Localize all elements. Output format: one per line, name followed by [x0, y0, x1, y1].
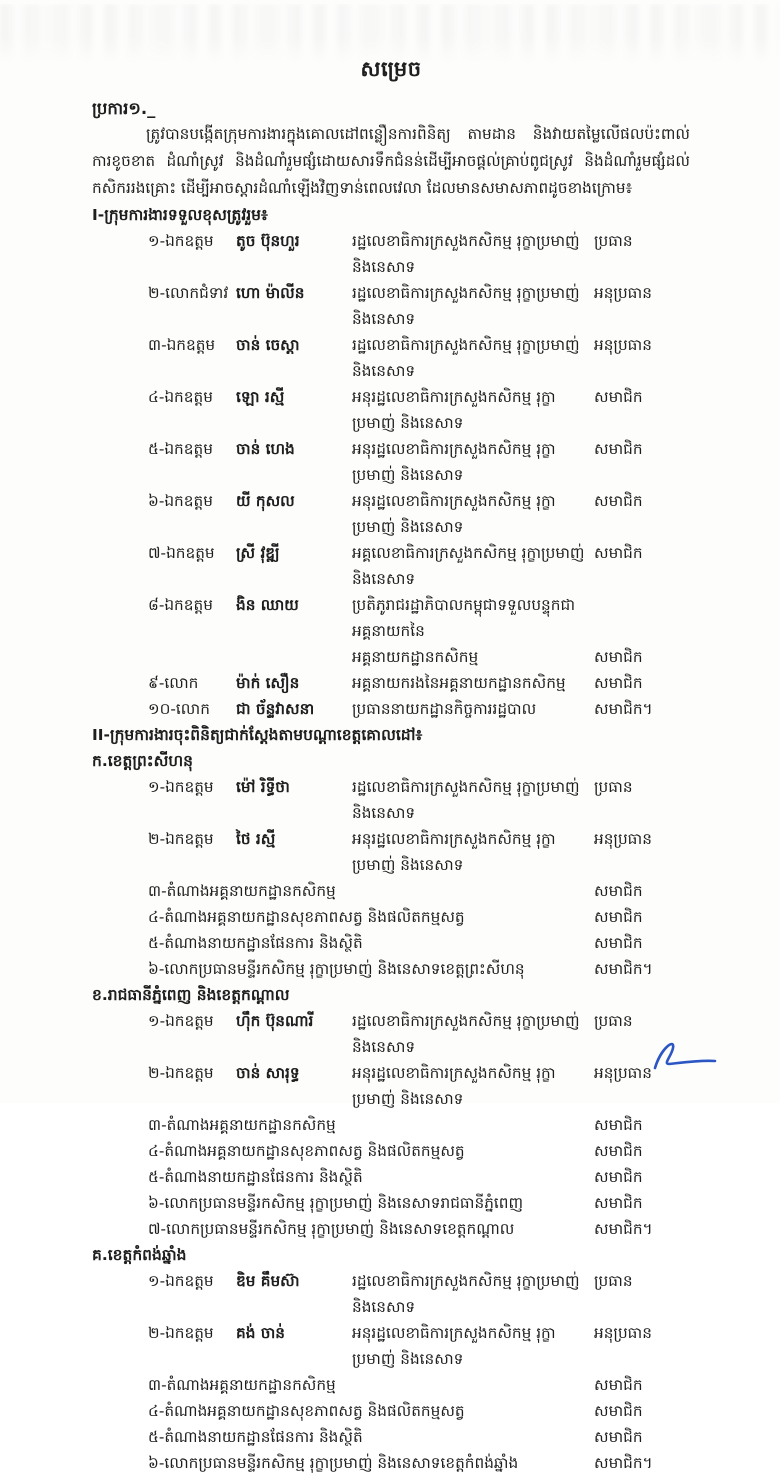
row-text: ៦-លោកប្រធានមន្ទីរកសិកម្ម រុក្ខាប្រមាញ់ និងនេសាទខេត្តព្រះសីហនុ [148, 960, 525, 978]
scan-bleedthrough-artifact [0, 4, 780, 64]
member-name: ម៉ាក់ សឿន [236, 674, 300, 692]
group-heading: គ.ខេត្តកំពង់ឆ្នាំង [92, 1246, 187, 1264]
member-name: ឡោ រស្មី [236, 388, 285, 406]
member-role: រដ្ឋលេខាធិការក្រសួងកសិកម្ម រុក្ខាប្រមាញ់ និងនេសាទ [352, 1012, 580, 1056]
list-row [92, 1112, 690, 1138]
member-status: សមាជិក [594, 648, 643, 666]
member-status: សមាជិក [594, 492, 643, 510]
member-status: ប្រធាន [594, 778, 633, 796]
row-number-honorific: ២-លោកជំទាវ [148, 284, 229, 302]
member-role: រដ្ឋលេខាធិការក្រសួងកសិកម្ម រុក្ខាប្រមាញ់ និងនេសាទ [352, 1272, 580, 1316]
member-row [92, 540, 690, 592]
member-status: អនុប្រធាន [594, 284, 652, 302]
list-row [92, 956, 690, 982]
list-row [92, 878, 690, 904]
row-number-honorific: ២-ឯកឧត្តម [148, 1324, 214, 1342]
member-role: រដ្ឋលេខាធិការក្រសួងកសិកម្ម រុក្ខាប្រមាញ់ និងនេសាទ [352, 232, 580, 276]
row-text: ៤-តំណាងអគ្គនាយកដ្ឋានសុខភាពសត្វ និងផលិតកម្មសត្វ [148, 908, 465, 926]
row-number-honorific: ៣-ឯកឧត្តម [148, 336, 216, 354]
row-text: ៧-លោកប្រធានមន្ទីរកសិកម្ម រុក្ខាប្រមាញ់ និងនេសាទខេត្តកណ្ដាល [148, 1220, 515, 1238]
member-status: ប្រធាន [594, 1272, 633, 1290]
section-groups [92, 228, 690, 722]
row-text: ៣-តំណាងអគ្គនាយកដ្ឋានកសិកម្ម [148, 1376, 336, 1394]
member-status: សមាជិក [594, 1402, 643, 1420]
member-row [92, 696, 690, 722]
row-number-honorific: ១-ឯកឧត្តម [148, 232, 214, 250]
member-role: អនុរដ្ឋលេខាធិការក្រសួងកសិកម្ម រុក្ខាប្រមាញ់ និងនេសាទ [352, 1324, 556, 1368]
member-name: ម៉ៅ រិទ្ធីថា [236, 778, 290, 796]
member-status: អនុប្រធាន [594, 1064, 652, 1082]
member-status: សមាជិក [594, 1428, 643, 1446]
member-role: អនុរដ្ឋលេខាធិការក្រសួងកសិកម្ម រុក្ខាប្រមាញ់ និងនេសាទ [352, 440, 556, 484]
member-status: សមាជិក [594, 1376, 643, 1394]
list-row [92, 1450, 690, 1476]
row-text: ៤-តំណាងអគ្គនាយកដ្ឋានសុខភាពសត្វ និងផលិតកម្មសត្វ [148, 1142, 465, 1160]
group-heading: ក.ខេត្តព្រះសីហនុ [92, 752, 193, 770]
row-text: ៥-តំណាងនាយកដ្ឋានផែនការ និងស្ថិតិ [148, 1428, 363, 1446]
member-row [92, 332, 690, 384]
member-status: សមាជិក [594, 882, 643, 900]
row-number-honorific: ៦-ឯកឧត្តម [148, 492, 213, 510]
member-row [92, 1008, 690, 1060]
member-row [92, 670, 690, 696]
signature-mark [645, 1034, 723, 1078]
signature-stroke [655, 1044, 715, 1068]
member-name: ឌិម គឹមស៊ា [236, 1272, 300, 1290]
member-row [92, 1320, 690, 1372]
member-role: អនុរដ្ឋលេខាធិការក្រសួងកសិកម្ម រុក្ខាប្រមាញ់ និងនេសាទ [352, 830, 556, 874]
section-heading: I-ក្រុមការងារទទួលខុសត្រូវរួម៖ [92, 206, 268, 224]
member-status: អនុប្រធាន [594, 336, 652, 354]
member-status: សមាជិក។ [594, 960, 653, 978]
member-role: អគ្គនាយករងនៃអគ្គនាយកដ្ឋានកសិកម្ម [352, 674, 566, 692]
row-number-honorific: ៧-ឯកឧត្តម [148, 544, 215, 562]
member-role: អនុរដ្ឋលេខាធិការក្រសួងកសិកម្ម រុក្ខាប្រមាញ់ និងនេសាទ [352, 1064, 556, 1108]
member-role: រដ្ឋលេខាធិការក្រសួងកសិកម្ម រុក្ខាប្រមាញ់ និងនេសាទ [352, 778, 580, 822]
article-heading: ប្រការ១._ [92, 99, 156, 118]
section [92, 202, 690, 722]
row-number-honorific: ១-ឯកឧត្តម [148, 1272, 214, 1290]
section-groups [92, 748, 690, 1476]
member-name: គង់ ចាន់ [236, 1324, 286, 1342]
list-row [92, 904, 690, 930]
list-row [92, 1138, 690, 1164]
row-number-honorific: ១-ឯកឧត្តម [148, 778, 214, 796]
section-heading: II-ក្រុមការងារចុះពិនិត្យជាក់ស្ដែងតាមបណ្ដាខេត្តគោលដៅ៖ [92, 726, 423, 744]
member-name: ចាន់ ហេង [236, 440, 295, 458]
member-role: អនុរដ្ឋលេខាធិការក្រសួងកសិកម្ម រុក្ខាប្រមាញ់ និងនេសាទ [352, 388, 556, 432]
list-row [92, 1190, 690, 1216]
member-name: ជា ច័ន្ទវាសនា [236, 700, 315, 718]
member-row [92, 488, 690, 540]
list-row [92, 1372, 690, 1398]
signature-ink-icon [645, 1034, 723, 1078]
row-number-honorific: ៤-ឯកឧត្តម [148, 388, 213, 406]
member-status: សមាជិក [594, 934, 643, 952]
list-row [92, 930, 690, 956]
member-status: អនុប្រធាន [594, 830, 652, 848]
member-role: ប្រធាននាយកដ្ឋានកិច្ចការរដ្ឋបាល [352, 700, 537, 718]
member-role: អគ្គលេខាធិការក្រសួងកសិកម្ម រុក្ខាប្រមាញ់ និងនេសាទ [352, 544, 585, 588]
document-content [92, 56, 690, 1476]
list-row [92, 1424, 690, 1450]
member-status: សមាជិក [594, 1168, 643, 1186]
member-row [92, 384, 690, 436]
member-row [92, 1268, 690, 1320]
row-number-honorific: ៩-លោក [148, 674, 199, 692]
member-status: អនុប្រធាន [594, 1324, 652, 1342]
intro-paragraph: ត្រូវបានបង្កើតក្រុមការងារក្នុងគោលដៅពន្លឿនការពិនិត្យ តាមដាន និងវាយតម្លៃលើផលប៉ះពាល់ការខូចខាត ដំណាំស្រូវ និងដំណាំរួមផ្សំដោយសារទឹកជំនន់ដើម្បីអាចផ្ដល់គ្រាប់ពូជស្រូវ និងដំណាំរួមផ្សំដល់កសិកររងគ្រោះ ដើម្បីអាចស្ដារដំណាំឡើងវិញទាន់ពេលវេលា ដែលមានសមាសភាពដូចខាងក្រោម៖ [92, 125, 690, 197]
row-number-honorific: ៨-ឯកឧត្តម [148, 596, 213, 614]
group-heading: ខ.រាជធានីភ្នំពេញ និងខេត្តកណ្ដាល [92, 986, 290, 1004]
member-status: សមាជិក [594, 440, 643, 458]
row-number-honorific: ២-ឯកឧត្តម [148, 1064, 214, 1082]
row-text: ៤-តំណាងអគ្គនាយកដ្ឋានសុខភាពសត្វ និងផលិតកម្មសត្វ [148, 1402, 465, 1420]
member-status: សមាជិក [594, 1116, 643, 1134]
member-name: យី កុសល [236, 492, 295, 510]
document-title: សម្រេច [360, 57, 422, 81]
member-row [92, 280, 690, 332]
member-status: សមាជិក [594, 674, 643, 692]
list-row [92, 1216, 690, 1242]
row-number-honorific: ៥-ឯកឧត្តម [148, 440, 213, 458]
row-text: ៣-តំណាងអគ្គនាយកដ្ឋានកសិកម្ម [148, 1116, 336, 1134]
member-name: ថៃ រស្មី [236, 830, 276, 848]
member-name: ហ៊ឹក ប៊ុនណារី [236, 1012, 314, 1030]
list-row [92, 1398, 690, 1424]
member-status: ប្រធាន [594, 1012, 633, 1030]
row-number-honorific: ១០-លោក [148, 700, 210, 718]
member-status: សមាជិក។ [594, 1454, 653, 1472]
member-status: ប្រធាន [594, 232, 633, 250]
member-row [92, 228, 690, 280]
section [92, 722, 690, 1476]
member-name: ហោ ម៉ាលីន [236, 284, 305, 302]
member-role: រដ្ឋលេខាធិការក្រសួងកសិកម្ម រុក្ខាប្រមាញ់ និងនេសាទ [352, 284, 580, 328]
row-text: ៦-លោកប្រធានមន្ទីរកសិកម្ម រុក្ខាប្រមាញ់ និងនេសាទខេត្តកំពង់ឆ្នាំង [148, 1454, 519, 1472]
member-role: ប្រតិភូរាជរដ្ឋាភិបាលកម្ពុជាទទួលបន្ទុកជាអគ្គនាយកនៃ អគ្គនាយកដ្ឋានកសិកម្ម [352, 596, 576, 666]
member-row [92, 774, 690, 826]
member-row [92, 1060, 690, 1112]
member-name: ស្រី វុឌ្ឍី [236, 544, 280, 562]
member-status: សមាជិក។ [594, 700, 653, 718]
member-row [92, 826, 690, 878]
member-row [92, 592, 690, 670]
row-text: ៦-លោកប្រធានមន្ទីរកសិកម្ម រុក្ខាប្រមាញ់ និងនេសាទរាជធានីភ្នំពេញ [148, 1194, 524, 1212]
row-text: ៥-តំណាងនាយកដ្ឋានផែនការ និងស្ថិតិ [148, 934, 363, 952]
member-status: សមាជិក [594, 1142, 643, 1160]
row-text: ៥-តំណាងនាយកដ្ឋានផែនការ និងស្ថិតិ [148, 1168, 363, 1186]
member-status: សមាជិក [594, 908, 643, 926]
member-name: ងិន ឈាយ [236, 596, 299, 614]
member-status: សមាជិក [594, 544, 643, 562]
member-status: សមាជិក [594, 388, 643, 406]
member-status: សមាជិក។ [594, 1220, 653, 1238]
row-number-honorific: ២-ឯកឧត្តម [148, 830, 214, 848]
member-row [92, 436, 690, 488]
member-role: រដ្ឋលេខាធិការក្រសួងកសិកម្ម រុក្ខាប្រមាញ់ និងនេសាទ [352, 336, 580, 380]
list-row [92, 1164, 690, 1190]
member-name: ចាន់ សារុទ្ធ [236, 1064, 300, 1082]
member-name: ចាន់ ចេស្ដា [236, 336, 300, 354]
working-group-sections [92, 202, 690, 1476]
member-name: តូច ប៊ុនហួរ [236, 232, 300, 250]
member-role: អនុរដ្ឋលេខាធិការក្រសួងកសិកម្ម រុក្ខាប្រមាញ់ និងនេសាទ [352, 492, 556, 536]
row-number-honorific: ១-ឯកឧត្តម [148, 1012, 214, 1030]
member-status: សមាជិក [594, 1194, 643, 1212]
row-text: ៣-តំណាងអគ្គនាយកដ្ឋានកសិកម្ម [148, 882, 336, 900]
